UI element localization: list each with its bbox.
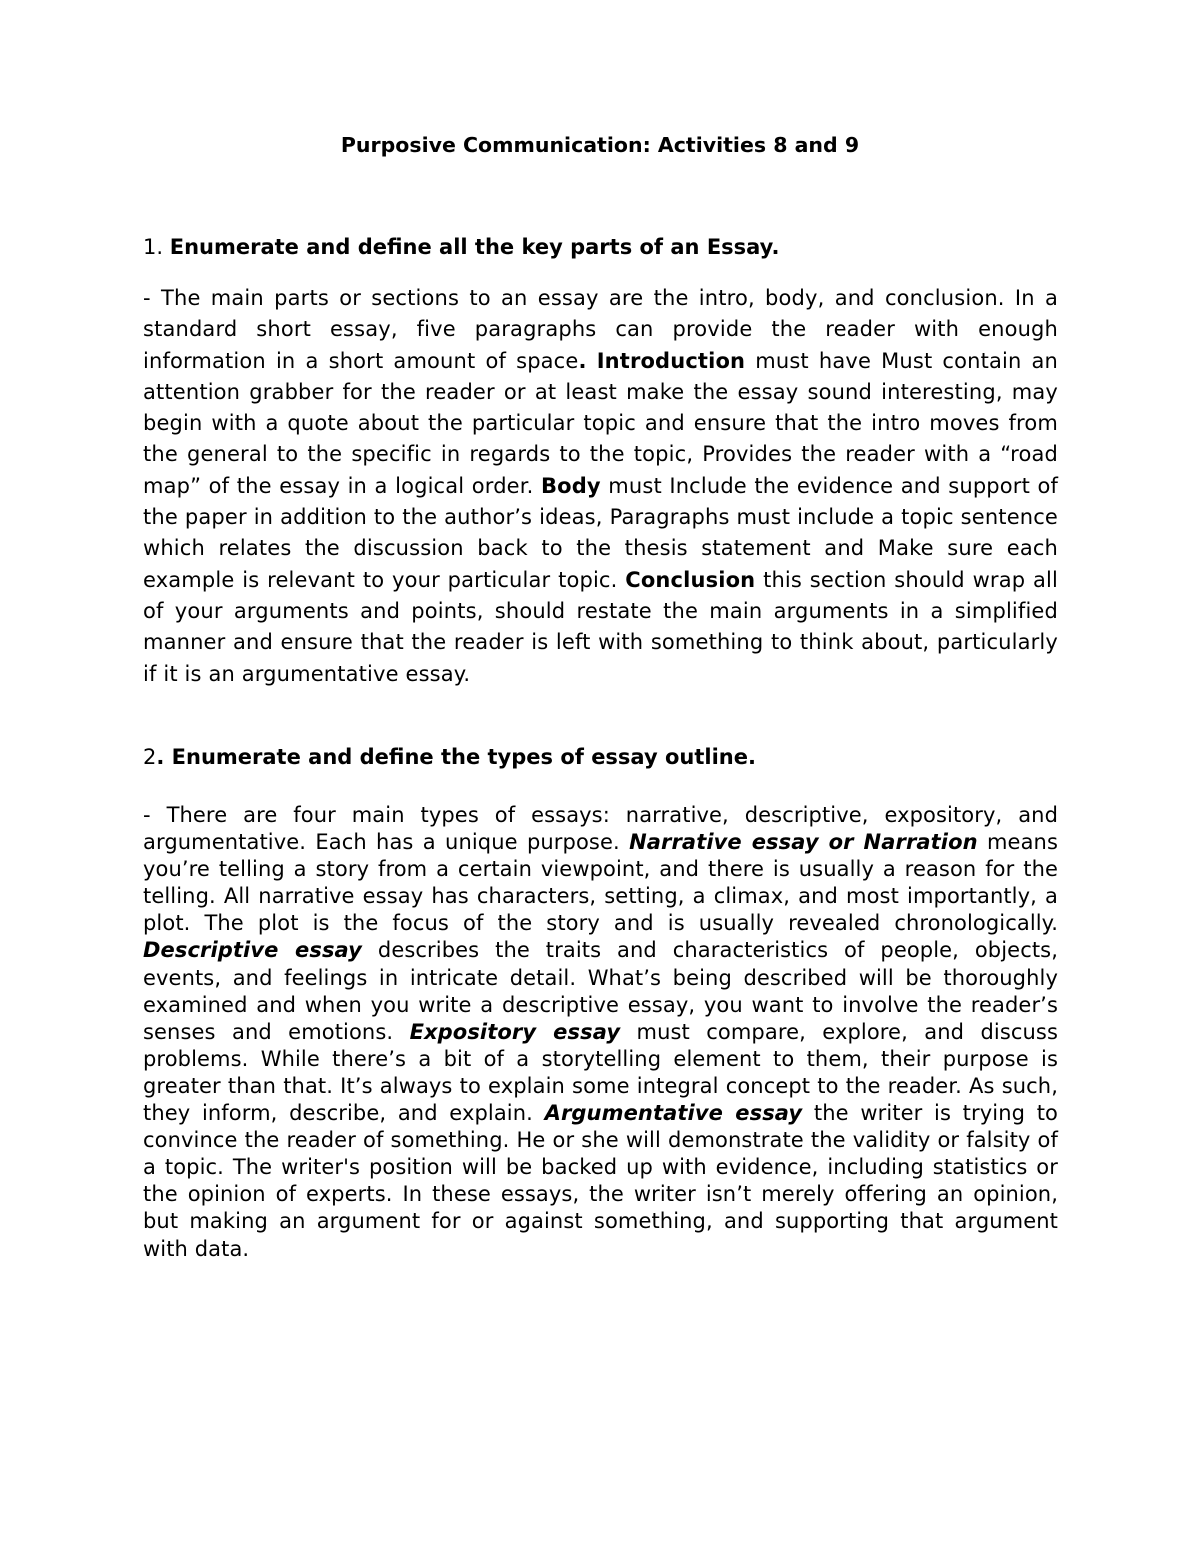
- question-1-number: 1.: [143, 235, 164, 259]
- question-1-text: Enumerate and define all the key parts of an Essay.: [169, 235, 780, 259]
- term-body: Body: [540, 473, 601, 498]
- term-expository-essay: Expository essay: [409, 1019, 621, 1044]
- term-conclusion: Conclusion: [625, 567, 756, 592]
- term-descriptive-essay: Descriptive essay: [143, 938, 362, 963]
- answer-1-intro-text: - The main parts or sections to an essay are the intro, body, and conclusion. In a standard short essay, five paragraphs can provide the reader with enough information in a short amount of space: [143, 286, 1058, 373]
- narrative-description: means you’re telling a story from a certain viewpoint, and there is usually a reason for the telling. All narrative essay has characters, setting, a climax, and most importantly, a plot. The plot is the focus of the story and is usually revealed chronologically.: [143, 830, 1058, 936]
- answer-1: [143, 283, 1058, 690]
- question-1: [143, 233, 1063, 261]
- term-narrative-essay: Narrative essay or Narration: [629, 830, 978, 855]
- descriptive-description: describes the traits and characteristics of people, objects, events, and feelings in intricate detail. What’s being described will be thoroughly examined and when you write a descriptive essay, you want to involve the reader’s senses and emotions.: [143, 938, 1058, 1044]
- introduction-description: must have Must contain an attention grabber for the reader or at least make the essay sound interesting, may begin with a quote about the particular topic and ensure that the intro moves from the general to the specific in regards to the topic, Provides the reader with a “road map” of the essay in a logical order.: [143, 348, 1059, 498]
- page-title: Purposive Communication: Activities 8 and 9: [340, 133, 860, 157]
- argumentative-description: the writer is trying to convince the reader of something. He or she will demonstrate the validity or falsity of a topic. The writer's position will be backed up with evidence, including statistics or the opinion of experts. In these essays, the writer isn’t merely offering an opinion, but making an argument for or against something, and supporting that argument with data.: [143, 1101, 1058, 1261]
- term-argumentative-essay: Argumentative essay: [544, 1101, 803, 1126]
- question-2-number: 2: [143, 745, 157, 769]
- answer-1-period: .: [578, 348, 587, 373]
- body-description: must Include the evidence and support of the paper in addition to the author’s ideas, Paragraphs must include a topic sentence which relates the discussion back to the thesis statement and Make sure each example is relevant to your particular topic.: [143, 473, 1059, 592]
- conclusion-description: this section should wrap all of your arguments and points, should restate the main arguments in a simplified manner and ensure that the reader is left with something to think about, particularly if it is an argumentative essay.: [143, 567, 1059, 686]
- answer-2-intro-text: - There are four main types of essays: narrative, descriptive, expository, and argumentative. Each has a unique purpose.: [143, 803, 1058, 855]
- term-introduction: Introduction: [596, 348, 746, 373]
- question-2: [143, 743, 1063, 771]
- question-2-text: . Enumerate and define the types of essay outline.: [156, 745, 756, 769]
- expository-description: must compare, explore, and discuss problems. While there’s a bit of a storytelling element to them, their purpose is greater than that. It’s always to explain some integral concept to the reader. As such, they inform, describe, and explain.: [143, 1019, 1058, 1126]
- answer-2: [143, 802, 1058, 1263]
